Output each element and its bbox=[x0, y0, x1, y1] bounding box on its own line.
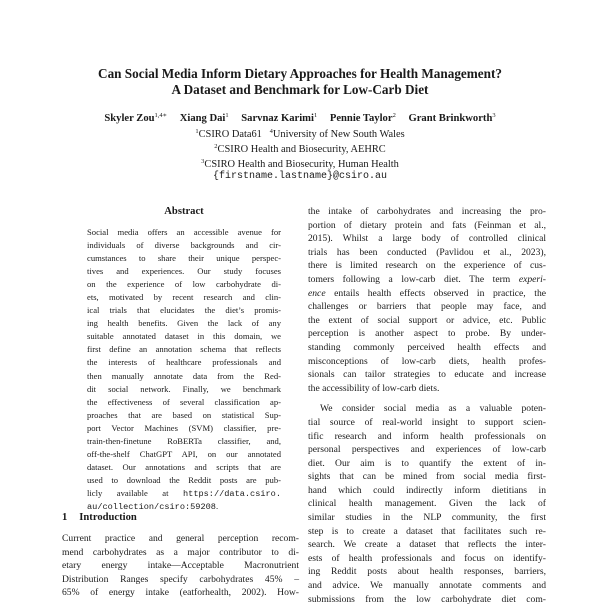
body-line: We consider social media as a valuable poten- bbox=[320, 403, 546, 415]
body-line: standing commonly perceived health effects and bbox=[308, 341, 546, 353]
abstract-line: then manually annotate data from the Red- bbox=[87, 370, 281, 381]
abstract-line: the interests of healthcare professionals and bbox=[87, 357, 281, 368]
body-line: sionals can tailor strategies to educate and increase bbox=[308, 369, 546, 381]
dataset-url-part-1[interactable]: https://data.csiro. bbox=[183, 488, 281, 499]
author: Sarvnaz Karimi$^1$ bbox=[241, 112, 318, 124]
abstract-line: dit social network. Finally, we benchmark bbox=[87, 383, 281, 394]
author: Xiang Dai$^1$ bbox=[179, 112, 229, 124]
body-line: sights that can be mined from social media first- bbox=[308, 471, 546, 483]
abstract-line: Social media offers an accessible avenue for bbox=[87, 227, 281, 237]
body-line: perception is another aspect to probe. By under- bbox=[308, 328, 546, 340]
body-line: there is limited research on the experience of cus- bbox=[308, 260, 546, 272]
abstract-heading: Abstract bbox=[164, 206, 204, 217]
abstract-line: ets, motivated by recent research and clin- bbox=[87, 292, 281, 303]
author-list bbox=[0, 111, 600, 124]
section-title: Introduction bbox=[79, 512, 137, 523]
body-line: tomers following a low-carb diet. The term experi- bbox=[308, 273, 546, 285]
body-line: Distribution Ranges specify carbohydrates 45% – bbox=[62, 573, 299, 585]
abstract-line: on the experience of low carbohydrate di- bbox=[87, 279, 281, 290]
intro-column-left bbox=[62, 532, 299, 600]
abstract-body bbox=[87, 226, 281, 513]
body-line: ests of health professionals and focus on identify- bbox=[308, 552, 546, 564]
abstract-line: ing health benefits. Given the lack of any bbox=[87, 318, 281, 329]
abstract-line: individuals of diverse backgrounds and cir- bbox=[87, 240, 281, 251]
abstract-line: cumstances to share their unique perspec- bbox=[87, 253, 281, 264]
body-line: 65% of energy intake (eatforhealth, 2002). How- bbox=[62, 587, 299, 599]
abstract-url-line: au/collection/csiro:59208. bbox=[87, 500, 219, 512]
affiliation-line-2: $^2$CSIRO Health and Biosecurity, AEHRC bbox=[214, 143, 386, 155]
paper-title bbox=[0, 66, 600, 98]
body-line: diet. Our aim is to quantify the extent of in- bbox=[308, 457, 546, 469]
abstract-line: dataset. Our annotations and scripts that are bbox=[87, 461, 281, 472]
author: Pennie Taylor$^2$ bbox=[329, 112, 396, 124]
body-line: misconceptions of low-carb diets, health profes- bbox=[308, 355, 546, 367]
abstract-line: first define an annotation schema that reflects bbox=[87, 344, 281, 355]
body-line: ence entails health effects observed in practice, the bbox=[308, 287, 546, 299]
abstract-line: ical trials that elucidates the diet’s promis- bbox=[87, 305, 281, 316]
abstract-line: used to download the Reddit posts are pub- bbox=[87, 474, 281, 485]
title-line-2: A Dataset and Benchmark for Low-Carb Diet bbox=[171, 82, 429, 97]
abstract-line: the effectiveness of several classification ap- bbox=[87, 396, 281, 407]
body-line: portion of dietary protein and fats (Feinman et al., bbox=[308, 219, 546, 231]
affiliation-line-1: $^1$CSIRO Data61 $^4$University of New South Wales bbox=[195, 128, 405, 140]
abstract-line: suitable annotated dataset in this domain, we bbox=[87, 331, 281, 342]
intro-column-right bbox=[308, 205, 546, 606]
body-line: ing Reddit posts about health responses, barriers, bbox=[308, 566, 546, 578]
body-line: etary energy intake—Acceptable Macronutrient bbox=[62, 560, 299, 572]
section-number: 1 bbox=[62, 512, 68, 523]
abstract-line: proaches that are based on statistical Sup- bbox=[87, 409, 281, 420]
abstract-line: off-the-shelf ChatGPT API, on our annotated bbox=[87, 448, 281, 459]
body-line: 2015). Whilst a large body of controlled clinical bbox=[308, 233, 546, 245]
section-heading-introduction bbox=[62, 512, 137, 523]
italic-term: ence bbox=[308, 287, 326, 299]
abstract-url-line: licly available at https://data.csiro. bbox=[87, 487, 281, 499]
body-line: trials has been conducted (Pavlidou et al., 2023), bbox=[308, 246, 546, 258]
body-line: personal perspectives and experiences of low-carb bbox=[308, 444, 546, 456]
body-line: and advice. We manually annotate comments and bbox=[308, 580, 546, 592]
body-line: submissions from the low carbohydrate diet com- bbox=[308, 593, 546, 605]
author: Grant Brinkworth$^3$ bbox=[408, 112, 496, 124]
body-line: tial source of real-world insight to support scien- bbox=[308, 416, 546, 428]
body-line: mend carbohydrates as a major contributor to di- bbox=[62, 546, 299, 558]
body-line: tific research and inform health professionals on bbox=[308, 430, 546, 442]
abstract-line: train-then-finetune RoBERTa classifier, and, bbox=[87, 435, 281, 446]
body-line: the accessibility of low-carb diets. bbox=[308, 382, 440, 394]
body-line: challenges or barriers that people may face, and bbox=[308, 301, 546, 313]
author-email: {firstname.lastname}@csiro.au bbox=[212, 171, 388, 182]
italic-term: experi- bbox=[518, 273, 546, 285]
affiliation-line-3: $^3$CSIRO Health and Biosecurity, Human Health bbox=[201, 158, 399, 170]
body-line: Current practice and general perception recom- bbox=[62, 533, 299, 544]
author: Skyler Zou$^{1,4∗}$ bbox=[104, 112, 168, 124]
body-line: search. We create a dataset that reflects the inter- bbox=[308, 539, 546, 551]
abstract-line: port Vector Machines (SVM) classifier, pre- bbox=[87, 422, 281, 433]
body-line: step is to create a dataset that facilitates such re- bbox=[308, 525, 546, 537]
body-line: clinical health management. Given the lack of bbox=[308, 498, 546, 510]
dataset-url-part-2[interactable]: au/collection/csiro:59208 bbox=[87, 501, 216, 512]
body-line: the intake of carbohydrates and increasing the pro- bbox=[308, 206, 546, 217]
abstract-line: tives and experiences. Our study focuses bbox=[87, 266, 281, 277]
body-line: hand which could indirectly inform dietitians in bbox=[308, 484, 546, 496]
title-line-1: Can Social Media Inform Dietary Approaches for Health Management? bbox=[98, 66, 502, 81]
body-line: the extent of social support or advice, etc. Public bbox=[308, 314, 546, 326]
body-line: similar studies in the NLP community, the first bbox=[308, 512, 546, 524]
